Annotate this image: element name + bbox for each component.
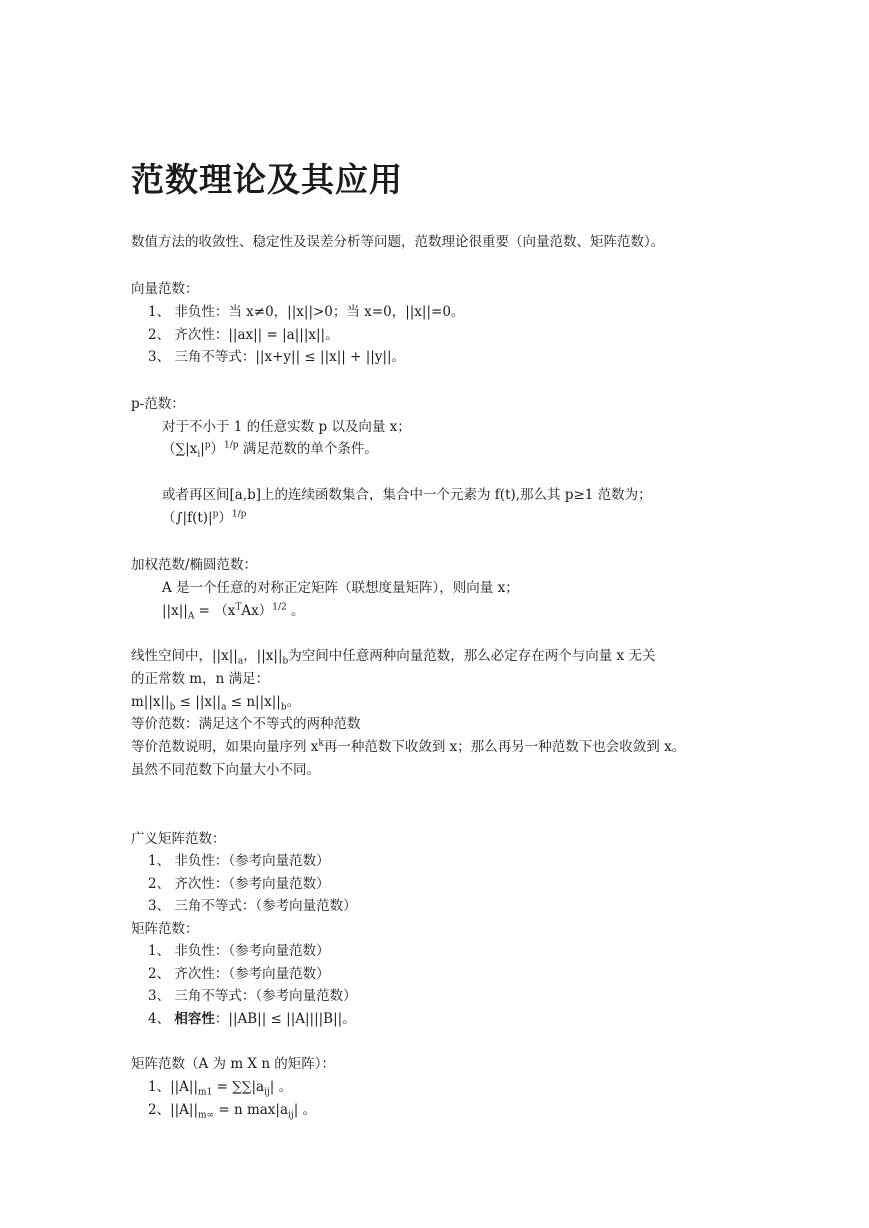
equivalence-definition: 等价范数：满足这个不等式的两种范数 — [131, 716, 361, 732]
matrix-norm-item: 2、 齐次性：（参考向量范数） — [148, 966, 330, 982]
vector-norm-item: 3、 三角不等式：||x+y|| ≤ ||x|| + ||y||。 — [148, 349, 406, 365]
generalized-matrix-norm-item: 3、 三角不等式：（参考向量范数） — [148, 898, 357, 914]
equivalence-inequality: $m||x||_b \le ||x||_a \le n||x||_b$。 — [131, 694, 301, 713]
equivalence-paragraph-cont: 的正常数 m，n 满足： — [131, 671, 270, 687]
p-norm-integral-formula: $(\int|f(t)|^p)^{1/p}$ — [162, 509, 247, 526]
p-norm-heading: p-范数： — [131, 396, 185, 412]
vector-norm-item: 2、 齐次性：||ax|| = |a|||x||。 — [148, 327, 339, 343]
matrix-norm-item-compatibility: 4、 相容性：||AB|| ≤ ||A||||B||。 — [148, 1011, 356, 1027]
mxn-norm-heading: 矩阵范数（A 为 m X n 的矩阵）： — [131, 1056, 336, 1072]
vector-norm-item: 1、 非负性：当 x≠0，||x||>0；当 x=0，||x||=0。 — [148, 304, 465, 320]
vector-norm-heading: 向量范数： — [131, 281, 199, 297]
matrix-norm-item: 3、 三角不等式：（参考向量范数） — [148, 988, 357, 1004]
generalized-matrix-norm-item: 1、 非负性：（参考向量范数） — [148, 853, 330, 869]
matrix-norm-heading: 矩阵范数： — [131, 921, 199, 937]
weighted-norm-formula: $||x||_A = (x^TAx)^{1/2}$ 。 — [162, 602, 305, 622]
equivalence-note: 等价范数说明，如果向量序列 $x^k$再一种范数下收敛到 x；那么再另一种范数下也会收敛到 x。 — [131, 738, 686, 755]
mxn-norm-item: 1、$||A||_{m1} = \sum\sum|a_{ij}|$ 。 — [148, 1079, 293, 1098]
generalized-matrix-norm-heading: 广义矩阵范数： — [131, 831, 226, 847]
intro-paragraph: 数值方法的收敛性、稳定性及误差分析等问题，范数理论很重要（向量范数、矩阵范数）。 — [131, 234, 665, 250]
p-norm-formula: $(\sum|x_i|^p)^{1/p}$ 满足范数的单个条件。 — [162, 440, 378, 460]
mxn-norm-item: 2、$||A||_{m\infty} = n$ $\max|a_{ij}|$ 。 — [148, 1102, 317, 1121]
matrix-norm-item: 1、 非负性：（参考向量范数） — [148, 943, 330, 959]
page-title: 范数理论及其应用 — [131, 160, 403, 199]
generalized-matrix-norm-item: 2、 齐次性：（参考向量范数） — [148, 876, 330, 892]
weighted-norm-heading: 加权范数/椭圆范数： — [131, 557, 258, 573]
p-norm-line: 对于不小于 1 的任意实数 p 以及向量 x； — [162, 419, 411, 435]
equivalence-paragraph: 线性空间中，$||x||_a$，$||x||_b$为空间中任意两种向量范数，那么必定存在两个与向量 x 无关 — [131, 648, 656, 667]
p-norm-line: 或者再区间[a,b]上的连续函数集合，集合中一个元素为 f(t),那么其 p≥1 范数为； — [162, 487, 652, 503]
equivalence-note-cont: 虽然不同范数下向量大小不同。 — [131, 762, 320, 778]
weighted-norm-line: A 是一个任意的对称正定矩阵（联想度量矩阵），则向量 x； — [162, 580, 519, 596]
